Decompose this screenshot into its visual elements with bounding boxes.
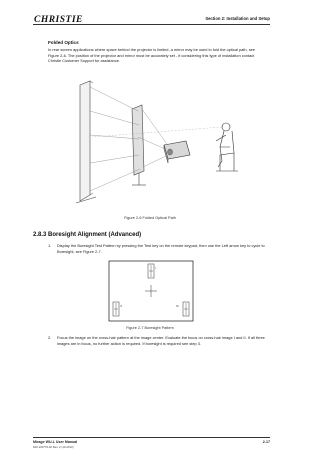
boresight-pattern-figure [108, 260, 194, 322]
header-divider [33, 24, 270, 25]
footer-manual-title: Mirage WU-L User Manual [33, 440, 78, 444]
label-bottom-left: II [120, 304, 123, 308]
mirror [132, 105, 144, 175]
section-title: 2.8.3 Boresight Alignment (Advanced) [33, 232, 142, 238]
step-2-number: 2. [48, 335, 52, 340]
projector [164, 141, 190, 163]
figure-2-7-caption: Figure 2-7 Boresight Pattern [126, 326, 174, 330]
label-bottom-right: III [176, 304, 179, 308]
light-beams [90, 87, 172, 191]
footer-doc-id: 020-100779-02 Rev. 2 (10-2013) [33, 445, 74, 449]
figure-2-6-caption: Figure 2-6 Folded Optical Path [124, 216, 176, 220]
footer-page-number: 2-17 [262, 440, 270, 444]
step-1 [48, 243, 268, 257]
step-2 [48, 335, 268, 349]
section-header: Section 2: Installation and Setup [205, 16, 270, 21]
step-1-text: Display the Boresight Test Pattern by pressing the Test key on the remote keypad, then use the Left arrow key to cycle to Boresight, see Figure 2-7. [57, 243, 265, 254]
step-2-text: Focus the image on the cross-hair pattern at the image center. Evaluate the focus on cross-hair image I and II. If all three images are in focus, no further action is required. If boresight is required see step 3. [57, 335, 265, 346]
screen-panel [80, 81, 90, 201]
step-1-number: 1. [48, 243, 52, 248]
seated-viewer [216, 123, 238, 171]
folded-optical-path-figure [60, 75, 250, 210]
folded-optics-heading: Folded Optics [48, 40, 79, 45]
footer-divider [33, 437, 270, 438]
folded-optics-paragraph: In rear screen applications where space behind the projector is limited, a mirror may be used to fold the optical path, see Figure 2-6. The position of the projector and mirror must be accurately set - if considering this type of installation contact Christie Customer Support for assistance. [48, 47, 255, 64]
christie-logo: CHRISTIE [34, 15, 83, 25]
label-top: I [155, 266, 157, 270]
